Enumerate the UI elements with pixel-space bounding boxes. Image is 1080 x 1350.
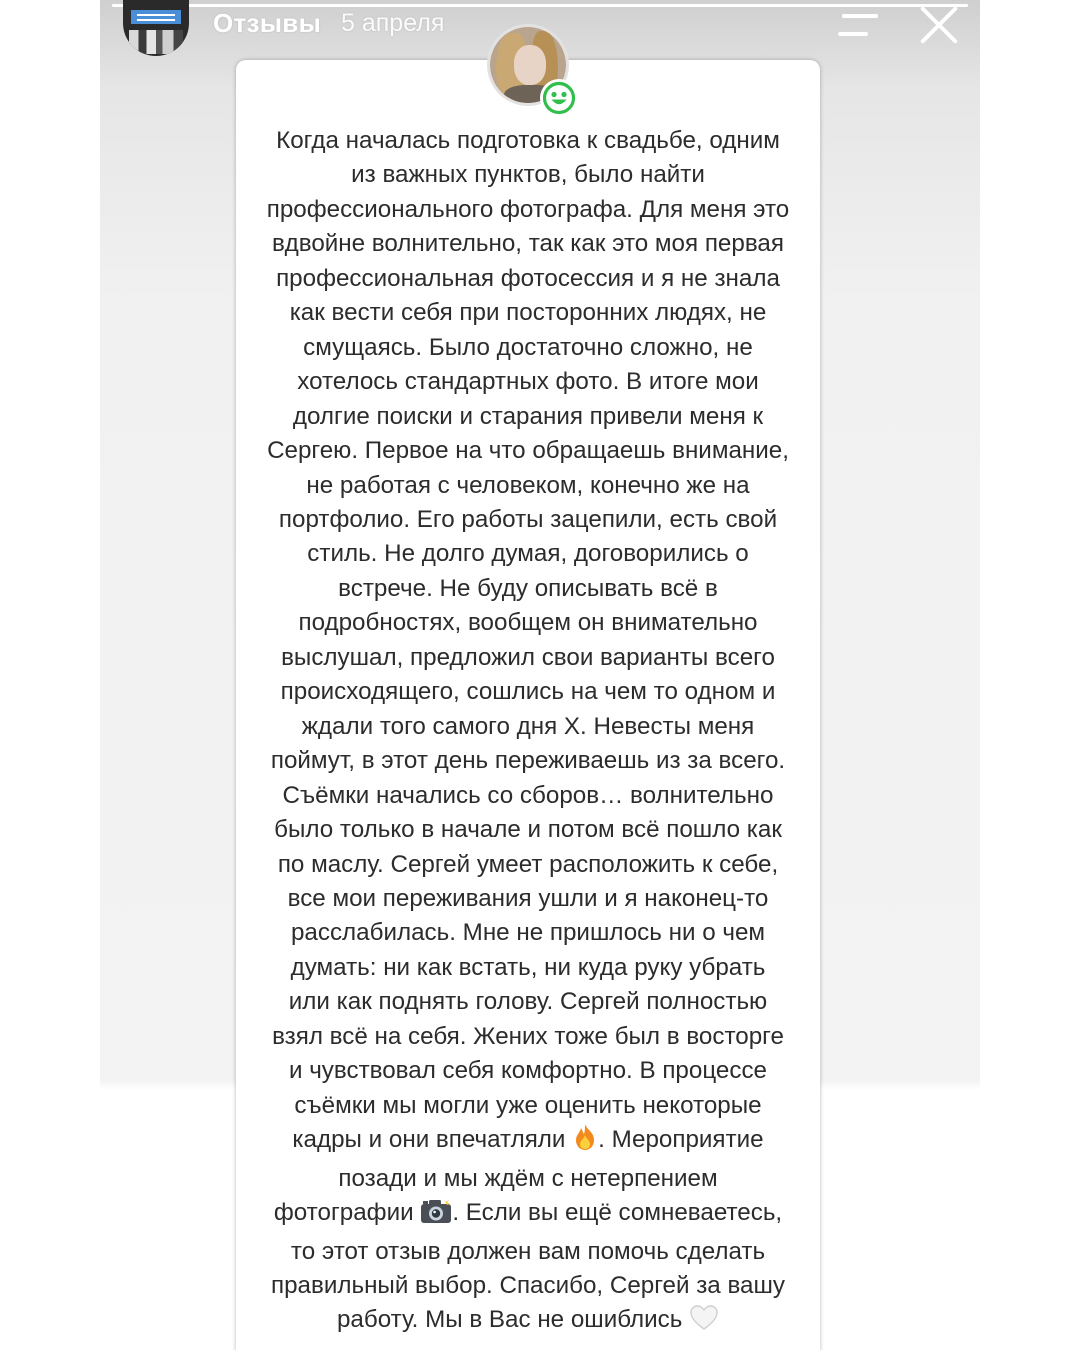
review-line: профессиональная фотосессия и я не знала — [276, 264, 780, 292]
review-line: подробностях, вообщем он внимательно — [298, 609, 758, 637]
review-line: расслабилась. Мне не пришлось ни о чем — [290, 919, 766, 947]
review-line: как вести себя при посторонних людях, не — [289, 299, 767, 327]
review-card — [236, 60, 820, 1350]
review-line: кадры и они впечатляли . Мероприятие — [236, 1123, 820, 1161]
review-line: профессионального фотографа. Для меня это — [266, 195, 790, 223]
camera-emoji-icon — [420, 1198, 452, 1234]
review-line: происходящего, сошлись на чем то одном и — [280, 678, 776, 706]
white-heart-emoji-icon — [689, 1304, 719, 1341]
review-line: выслушал, предложил свои варианты всего — [281, 643, 775, 671]
review-line: встрече. Не буду описывать всё в — [338, 574, 718, 602]
review-line: взял всё на себя. Жених тоже был в восторге — [272, 1022, 784, 1050]
menu-icon[interactable] — [838, 12, 882, 38]
review-line: и чувствовал себя комфортно. В процессе — [288, 1057, 768, 1085]
review-line: правильный выбор. Спасибо, Сергей за вашу — [271, 1271, 785, 1299]
review-line: или как поднять голову. Сергей полностью — [288, 988, 768, 1016]
review-line: все мои переживания ушли и я наконец-то — [287, 884, 769, 912]
review-line: думать: ни как встать, ни куда руку убрать — [290, 953, 766, 981]
review-lines — [236, 124, 820, 1123]
review-line: портфолио. Его работы зацепили, есть свой — [278, 505, 778, 533]
review-line: позади и мы ждём с нетерпением — [338, 1164, 718, 1192]
review-line: было только в начале и потом всё пошло как — [274, 816, 782, 844]
account-avatar-banner-line — [137, 19, 175, 21]
close-icon[interactable] — [918, 4, 960, 46]
account-avatar-people — [129, 30, 183, 54]
story-date: 5 апреля — [341, 9, 445, 37]
review-line: то этот отзыв должен вам помочь сделать — [290, 1237, 766, 1265]
account-avatar-banner-line — [137, 14, 175, 16]
review-line: смущаясь. Было достаточно сложно, не — [303, 333, 753, 361]
smile-badge-icon — [540, 79, 578, 117]
review-lines-end — [236, 1235, 820, 1304]
review-line: Сергею. Первое на что обращаешь внимание, — [267, 437, 789, 465]
fire-emoji-icon — [572, 1123, 598, 1161]
review-line: поймут, в этот день переживаешь из за всего. — [270, 747, 786, 775]
review-line: ждали того самого дня Х. Невесты меня — [301, 712, 755, 740]
story-progress-bar — [112, 4, 968, 7]
review-line: стиль. Не долго думая, договорились о — [307, 540, 749, 568]
story-progress-fill — [112, 4, 968, 7]
review-line: съёмки мы могли уже оценить некоторые — [294, 1091, 762, 1119]
review-line: хотелось стандартных фото. В итоге мои — [297, 368, 759, 396]
review-line: Съёмки начались со сборов… волнительно — [282, 781, 774, 809]
review-line: фотографии . Если вы ещё сомневаетесь, — [236, 1196, 820, 1234]
review-line: долгие поиски и старания привели меня к — [292, 402, 764, 430]
review-line: вдвойне волнительно, так как это моя первая — [272, 230, 784, 258]
review-line: Когда началась подготовка к свадьбе, одним — [276, 127, 780, 154]
review-line: не работая с человеком, конечно же на — [306, 471, 750, 499]
account-avatar-icon[interactable] — [123, 0, 189, 56]
review-line: работу. Мы в Вас не ошиблись — [236, 1303, 820, 1341]
account-avatar-banner — [131, 10, 181, 24]
account-title[interactable]: Отзывы — [213, 8, 322, 38]
review-line: по маслу. Сергей умеет расположить к себе, — [277, 850, 779, 878]
story-viewer[interactable] — [100, 0, 980, 1350]
review-text — [236, 124, 820, 1342]
review-line: из важных пунктов, было найти — [351, 161, 705, 189]
